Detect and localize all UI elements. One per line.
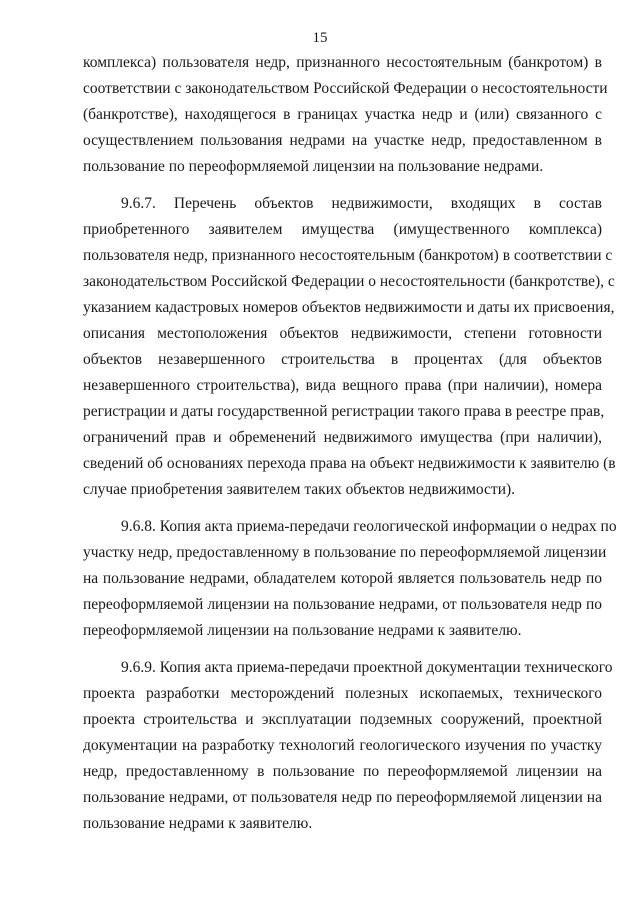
text-line: описания местоположения объектов недвижимости, степени готовности — [83, 325, 602, 342]
paragraph-9-6-8 — [83, 514, 617, 644]
text-line: указанием кадастровых номеров объектов недвижимости и даты их присвоения, — [83, 299, 615, 316]
text-line: проекта строительства и эксплуатации подземных сооружений, проектной — [83, 711, 602, 728]
document-body — [83, 50, 617, 837]
text-line: проекта разработки месторождений полезных ископаемых, технического — [83, 685, 602, 702]
text-line: незавершенного строительства), вида вещного права (при наличии), номера — [83, 377, 602, 394]
paragraph-gap — [83, 644, 602, 655]
paragraph-gap — [83, 180, 602, 191]
page-number: 15 — [312, 30, 328, 46]
text-line: законодательством Российской Федерации о несостоятельности (банкротстве), с — [83, 273, 615, 290]
text-line: пользование по переоформляемой лицензии на пользование недрами. — [83, 158, 544, 175]
text-line: на пользование недрами, обладателем которой является пользователь недр по — [83, 570, 602, 587]
text-line: 9.6.8. Копия акта приема-передачи геологической информации о недрах по — [121, 518, 617, 535]
text-line: комплекса) пользователя недр, признанного несостоятельным (банкротом) в — [83, 54, 602, 71]
paragraph-9-6-9 — [83, 655, 613, 837]
text-line: участку недр, предоставленному в пользование по переоформляемой лицензии — [83, 544, 607, 561]
text-line: недр, предоставленному в пользование по переоформляемой лицензии на — [83, 763, 602, 780]
text-line: приобретенного заявителем имущества (имущественного комплекса) — [83, 221, 602, 238]
text-line: 9.6.9. Копия акта приема-передачи проектной документации технического — [121, 659, 613, 676]
text-line: пользователя недр, признанного несостоятельным (банкротом) в соответствии с — [83, 247, 613, 264]
text-line: регистрации и даты государственной регистрации такого права в реестре прав, — [83, 403, 605, 420]
text-line: объектов незавершенного строительства в процентах (для объектов — [83, 351, 602, 368]
text-line: сведений об основаниях перехода права на объект недвижимости к заявителю (в — [83, 455, 616, 472]
text-line: переоформляемой лицензии на пользование недрами к заявителю. — [83, 622, 522, 639]
text-line: осуществлением пользования недрами на участке недр, предоставленном в — [83, 132, 602, 149]
text-line: случае приобретения заявителем таких объектов недвижимости). — [83, 481, 516, 498]
text-line: переоформляемой лицензии на пользование недрами, от пользователя недр по — [83, 596, 602, 613]
paragraph-gap — [83, 503, 602, 514]
text-line: (банкротстве), находящегося в границах участка недр и (или) связанного с — [83, 106, 602, 123]
paragraph-continuation — [83, 50, 608, 180]
text-line: документации на разработку технологий геологического изучения по участку — [83, 737, 602, 754]
paragraph-9-6-7 — [83, 191, 616, 503]
text-line: пользование недрами к заявителю. — [83, 815, 313, 832]
text-line: ограничений прав и обременений недвижимого имущества (при наличии), — [83, 429, 602, 446]
text-line: пользование недрами, от пользователя недр по переоформляемой лицензии на — [83, 789, 602, 806]
text-line: 9.6.7. Перечень объектов недвижимости, входящих в состав — [121, 195, 602, 212]
text-line: соответствии с законодательством Российской Федерации о несостоятельности — [83, 80, 608, 97]
